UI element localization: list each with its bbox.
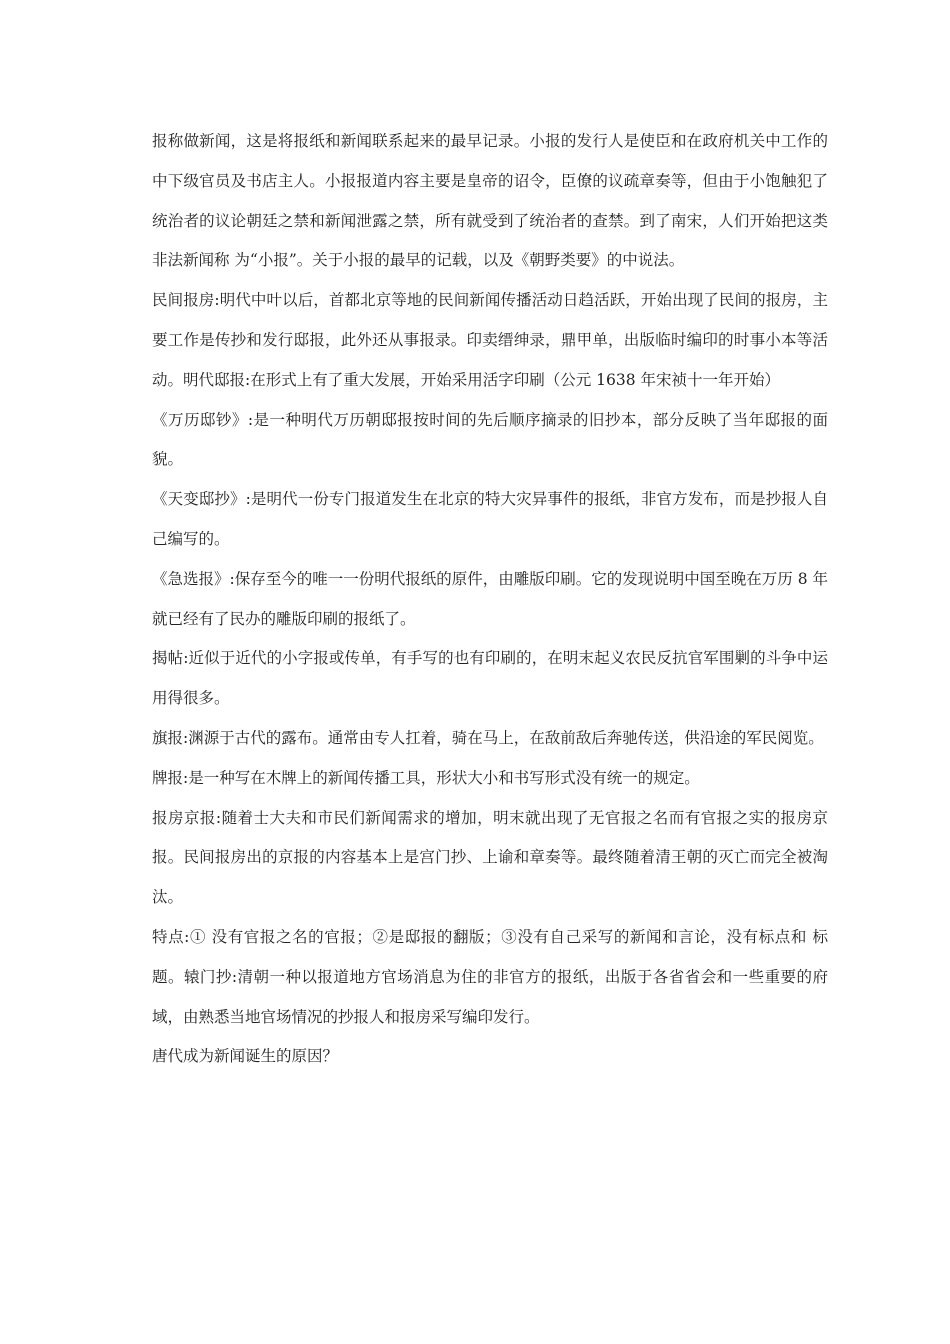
paragraph-jietie: 揭帖:近似于近代的小字报或传单，有手写的也有印刷的，在明末起义农民反抗官军围剿的斗争中运用得很多。 <box>152 649 828 708</box>
document-body <box>152 122 828 1077</box>
paragraph-paibao: 牌报:是一种写在木牌上的新闻传播工具，形状大小和书写形式没有统一的规定。 <box>152 768 700 787</box>
paragraph-wanli-dichao: 《万历邸钞》:是一种明代万历朝邸报按时间的先后顺序摘录的旧抄本，部分反映了当年邸报的面貌。 <box>152 410 828 469</box>
paragraph-xiaobao: 报称做新闻，这是将报纸和新闻联系起来的最早记录。小报的发行人是使臣和在政府机关中工作的中下级官员及书店主人。小报报道内容主要是皇帝的诏令，臣僚的议疏章奏等，但由于小饱触犯了统治者的议论朝廷之禁和新闻泄露之禁，所有就受到了统治者的查禁。到了南宋，人们开始把这类非法新闻称 为“小报”。关于小报的最早的记载，以及《朝野类要》的中说法。 <box>152 132 828 270</box>
paragraph-baofang-jingbao: 报房京报:随着士大夫和市民们新闻需求的增加，明末就出现了无官报之名而有官报之实的报房京报。民间报房出的京报的内容基本上是宫门抄、上谕和章奏等。最终随着清王朝的灭亡而完全被淘汰。 <box>152 808 828 907</box>
paragraph-jixuanbao: 《急选报》:保存至今的唯一一份明代报纸的原件，由雕版印刷。它的发现说明中国至晚在万历 8 年就已经有了民办的雕版印刷的报纸了。 <box>152 569 828 628</box>
paragraph-tedian: 特点:① 没有官报之名的官报；②是邸报的翻版；③没有自己采写的新闻和言论，没有标点和 标题。辕门抄:清朝一种以报道地方官场消息为住的非官方的报纸，出版于各省省会和一些重要的府域，由熟悉当地官场情况的抄报人和报房采写编印发行。 <box>152 927 828 1026</box>
paragraph-qibao: 旗报:渊源于古代的露布。通常由专人扛着，骑在马上，在敌前敌后奔驰传送，供沿途的军民阅览。 <box>152 728 824 747</box>
paragraph-tianbian-dichao: 《天变邸抄》:是明代一份专门报道发生在北京的特大灾异事件的报纸，非官方发布，而是抄报人自己编写的。 <box>152 490 828 548</box>
paragraph-question: 唐代成为新闻诞生的原因？ <box>152 1047 339 1066</box>
paragraph-minjian-baofang: 民间报房:明代中叶以后，首都北京等地的民间新闻传播活动日趋活跃，开始出现了民间的报房，主要工作是传抄和发行邸报，此外还从事报录。印卖缙绅录，鼎甲单，出版临时编印的时事小本等活动。明代邸报:在形式上有了重大发展，开始采用活字印刷（公元 1638 年宋祯十一年开始） <box>152 291 828 389</box>
